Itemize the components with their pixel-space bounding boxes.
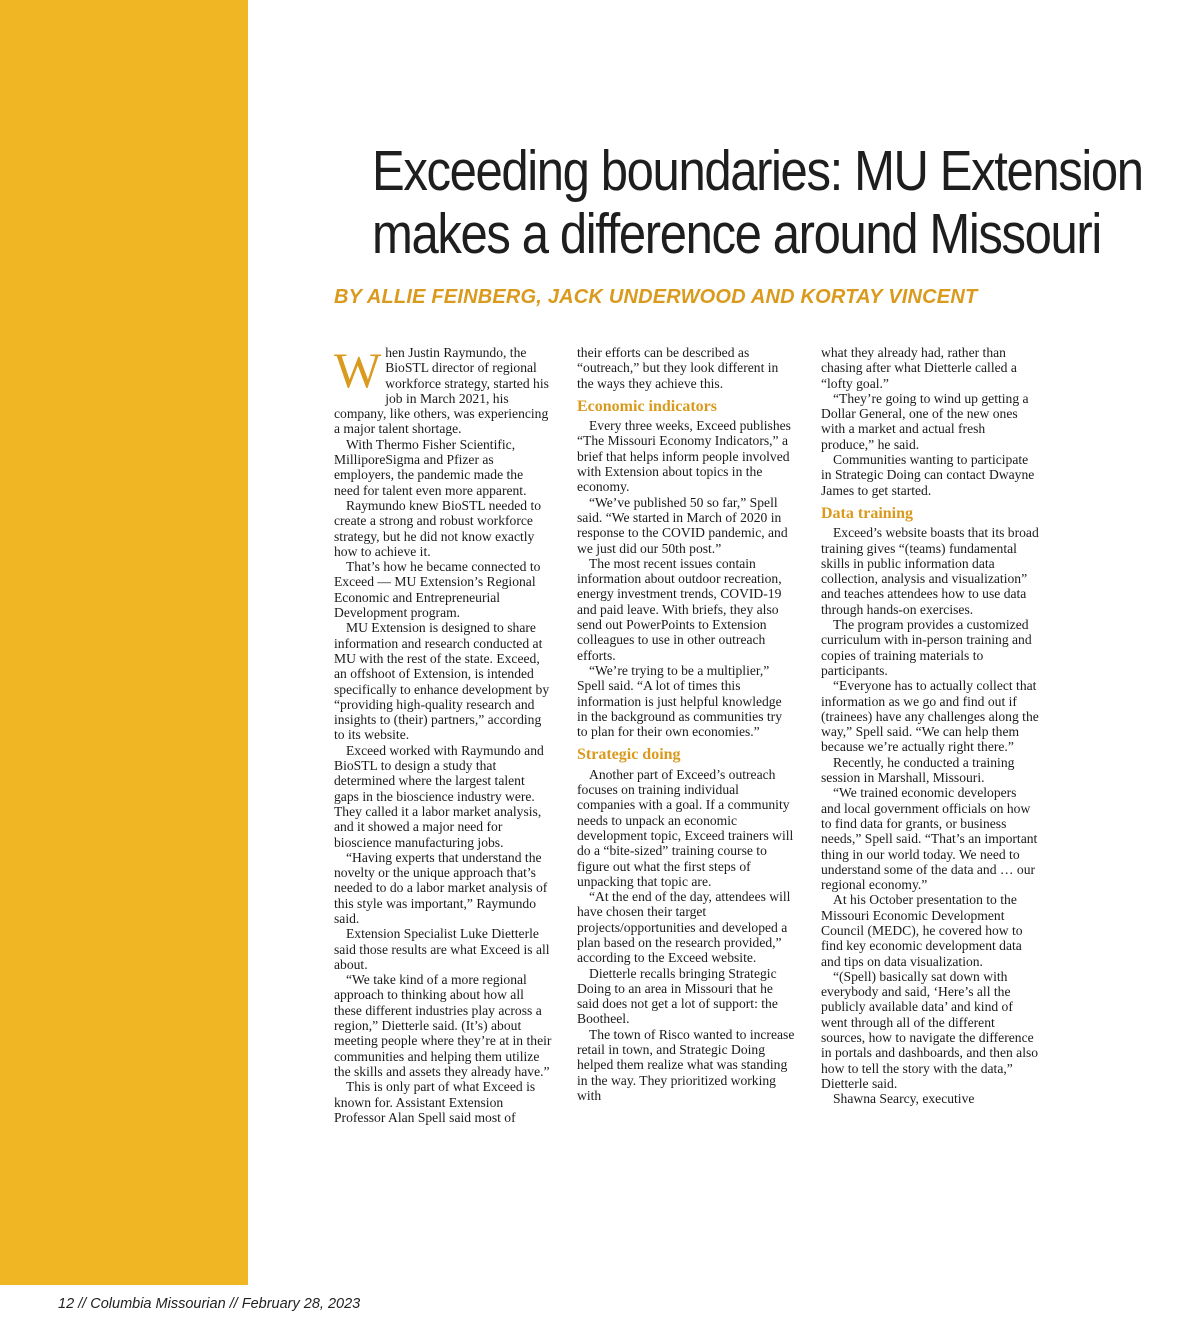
paragraph: “(Spell) basically sat down with everybody and said, ‘Here’s all the publicly available data’ and kind of went through all of the different sources, how to navigate the difference in portals and dashboards, and then also how to tell the story with the data,” Dietterle said. — [821, 968, 1039, 1091]
paragraph: what they already had, rather than chasing after what Dietterle called a “lofty goal.” — [821, 345, 1017, 391]
paragraph: When Justin Raymundo, the BioSTL director of regional workforce strategy, started his job in March 2021, his company, like others, was experiencing a major talent shortage. — [334, 342, 549, 437]
paragraph: “We take kind of a more regional approach to thinking about how all these different industries play across a region,” Dietterle said. (It’s) about meeting people where they’re at in their communities and helping them utilize the skills and assets they already have.” — [334, 972, 552, 1079]
article-column-1 — [334, 342, 552, 1125]
subhead-data-training: Data training — [821, 504, 913, 522]
paragraph: The town of Risco wanted to increase retail in town, and Strategic Doing helped them realize what was standing in the way. They prioritized working with — [577, 1026, 795, 1103]
paragraph: “At the end of the day, attendees will have chosen their target projects/opportunities and developed a plan based on the research provided,” according to the Exceed website. — [577, 889, 791, 966]
paragraph: With Thermo Fisher Scientific, MilliporeSigma and Pfizer as employers, the pandemic made the need for talent even more apparent. — [334, 436, 527, 498]
paragraph: Dietterle recalls bringing Strategic Doing to an area in Missouri that he said does not get a lot of support: the Bootheel. — [577, 965, 778, 1027]
headline — [372, 139, 1143, 266]
subhead-strategic-doing: Strategic doing — [577, 746, 681, 764]
paragraph: That’s how he became connected to Exceed — MU Extension’s Regional Economic and Entrepreneurial Development program. — [334, 559, 541, 621]
paragraph: This is only part of what Exceed is known for. Assistant Extension Professor Alan Spell said most of — [334, 1079, 536, 1125]
paragraph: At his October presentation to the Missouri Economic Development Council (MEDC), he covered how to find key economic development data and tips on data visualization. — [821, 892, 1023, 969]
paragraph: “We’re trying to be a multiplier,” Spell said. “A lot of times this information is just helpful knowledge in the background as communities try to plan for their own economies.” — [577, 662, 782, 740]
byline: BY ALLIE FEINBERG, JACK UNDERWOOD AND KORTAY VINCENT — [334, 286, 978, 308]
paragraph: The program provides a customized curriculum with in-person training and copies of training materials to participants. — [821, 617, 1032, 678]
paragraph: “Having experts that understand the novelty or the unique approach that’s needed to do a labor market analysis of this style was important,” Raymundo said. — [334, 849, 548, 926]
paragraph: “They’re going to wind up getting a Dollar General, one of the new ones with a market and actual fresh produce,” he said. — [821, 390, 1029, 452]
page-footer: 12 // Columbia Missourian // February 28, 2023 — [58, 1296, 361, 1312]
paragraph: Recently, he conducted a training session in Marshall, Missouri. — [821, 754, 1015, 786]
paragraph: Communities wanting to participate in Strategic Doing can contact Dwayne James to get started. — [821, 452, 1035, 498]
subhead-economic-indicators: Economic indicators — [577, 397, 717, 415]
drop-cap: W — [334, 342, 382, 398]
paragraph: “We’ve published 50 so far,” Spell said. “We started in March of 2020 in response to the COVID pandemic, and we just did our 50th post.” — [577, 494, 788, 556]
paragraph: The most recent issues contain information about outdoor recreation, energy investment trends, COVID-19 and paid leave. With briefs, they also send out PowerPoints to Extension colleagues to use in other outreach efforts. — [577, 555, 782, 663]
paragraph: “Everyone has to actually collect that information as we go and find out if (trainees) have any challenges along the way,” Spell said. “We can help them because we’re actually right there.” — [821, 678, 1039, 755]
paragraph: Exceed’s website boasts that its broad training gives “(teams) fundamental skills in public information data collection, analysis and visualization” and teaches attendees how to use data through hands-on exercises. — [821, 525, 1039, 617]
headline-line-1: Exceeding boundaries: MU Extension — [372, 139, 1143, 203]
article-column-2 — [577, 345, 795, 1103]
paragraph: Another part of Exceed’s outreach focuses on training individual companies with a goal. If a community needs to unpack an economic development topic, Exceed trainers will do a “bite-sized” training course to figure out what the first steps of unpacking that topic are. — [577, 766, 794, 889]
paragraph: Raymundo knew BioSTL needed to create a strong and robust workforce strategy, but he did not know exactly how to achieve it. — [334, 497, 542, 559]
paragraph: Exceed worked with Raymundo and BioSTL to design a study that determined where the largest talent gaps in the bioscience industry were. They called it a labor market analysis, and it showed a major need for bioscience manufacturing jobs. — [334, 742, 544, 850]
paragraph: Shawna Searcy, executive — [833, 1091, 975, 1107]
gold-sidebar-bar — [0, 0, 248, 1285]
paragraph: their efforts can be described as “outreach,” but they look different in the ways they achieve this. — [577, 345, 779, 391]
article-column-3 — [821, 345, 1039, 1107]
paragraph: MU Extension is designed to share information and research conducted at MU with the rest of the state. Exceed, an offshoot of Extension, is intended specifically to enhance development by “providing high-quality research and insights to (their) partners,” according to its website. — [334, 620, 550, 743]
paragraph: Every three weeks, Exceed publishes “The Missouri Economy Indicators,” a brief that helps inform people involved with Extension about topics in the economy. — [577, 418, 791, 495]
paragraph: “We trained economic developers and local government officials on how to find data for grants, or business needs,” Spell said. “That’s an important thing in our world today. We need to understand some of the data and … our regional economy.” — [821, 785, 1038, 893]
headline-line-2: makes a difference around Missouri — [372, 202, 1101, 266]
paragraph: Extension Specialist Luke Dietterle said those results are what Exceed is all about. — [334, 926, 550, 972]
